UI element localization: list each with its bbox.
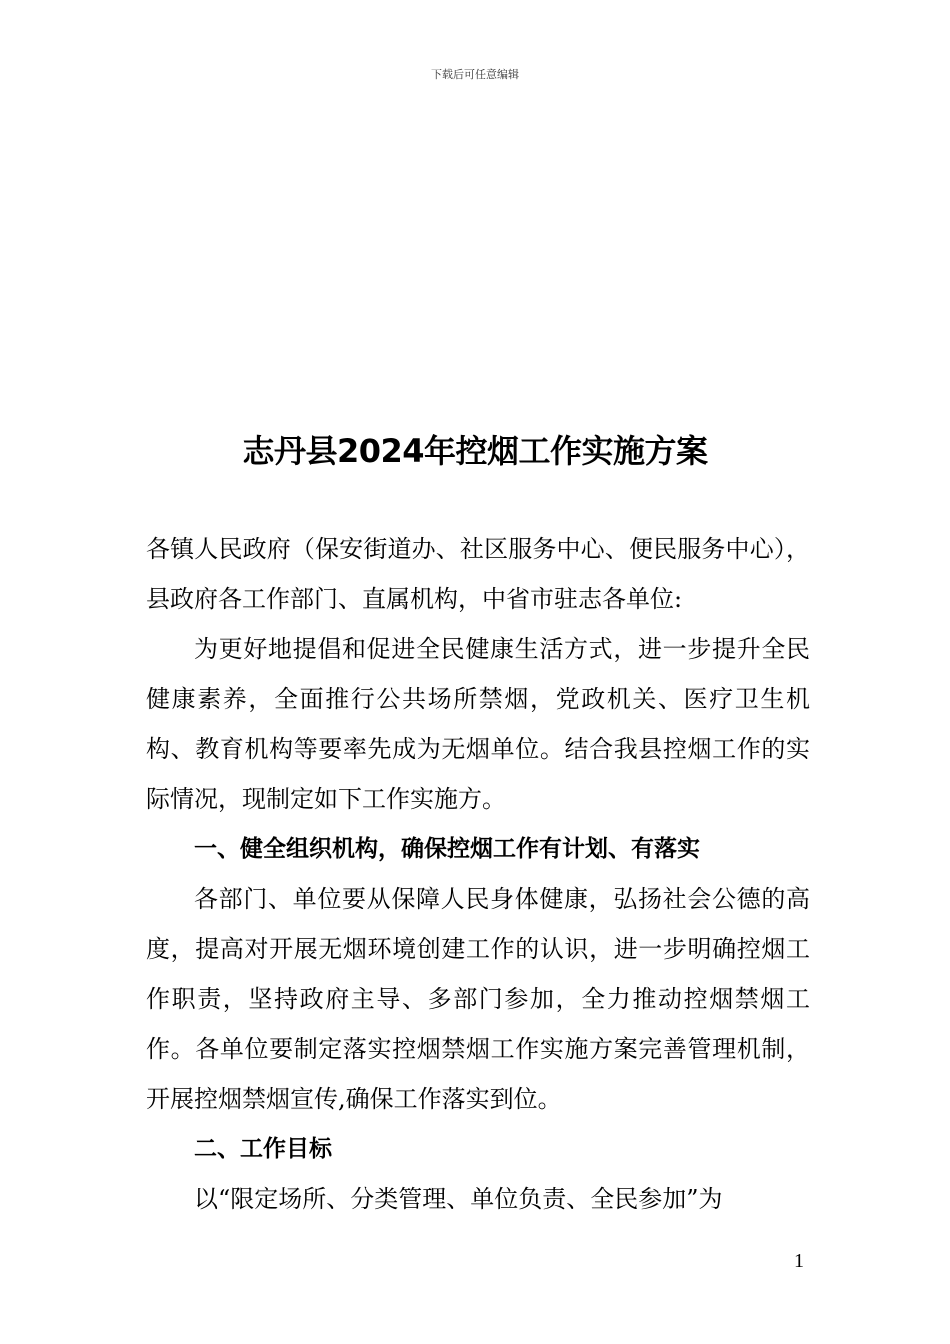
document-title: 志丹县2024年控烟工作实施方案 xyxy=(242,432,708,470)
document-body xyxy=(146,524,810,1224)
section-1-heading: 一、健全组织机构，确保控烟工作有计划、有落实 xyxy=(194,836,700,862)
header-note: 下载后可任意编辑 xyxy=(431,68,519,81)
section-2-heading: 二、工作目标 xyxy=(194,1136,332,1162)
section-2-paragraph: 以“限定场所、分类管理、单位负责、全民参加”为 xyxy=(194,1185,723,1213)
page-number: 1 xyxy=(794,1250,804,1272)
addressee-paragraph: 各镇人民政府（保安街道办、社区服务中心、便民服务中心），县政府各工作部门、直属机构，中省市驻志各单位: xyxy=(146,535,810,613)
intro-paragraph: 为更好地提倡和促进全民健康生活方式，进一步提升全民健康素养，全面推行公共场所禁烟，党政机关、医疗卫生机构、教育机构等要率先成为无烟单位。结合我县控烟工作的实际情况，现制定如下工作实施方。 xyxy=(146,635,810,813)
section-1-paragraph: 各部门、单位要从保障人民身体健康，弘扬社会公德的高度，提高对开展无烟环境创建工作的认识，进一步明确控烟工作职责，坚持政府主导、多部门参加，全力推动控烟禁烟工作。各单位要制定落实控烟禁烟工作实施方案完善管理机制，开展控烟禁烟宣传,确保工作落实到位。 xyxy=(146,885,810,1113)
